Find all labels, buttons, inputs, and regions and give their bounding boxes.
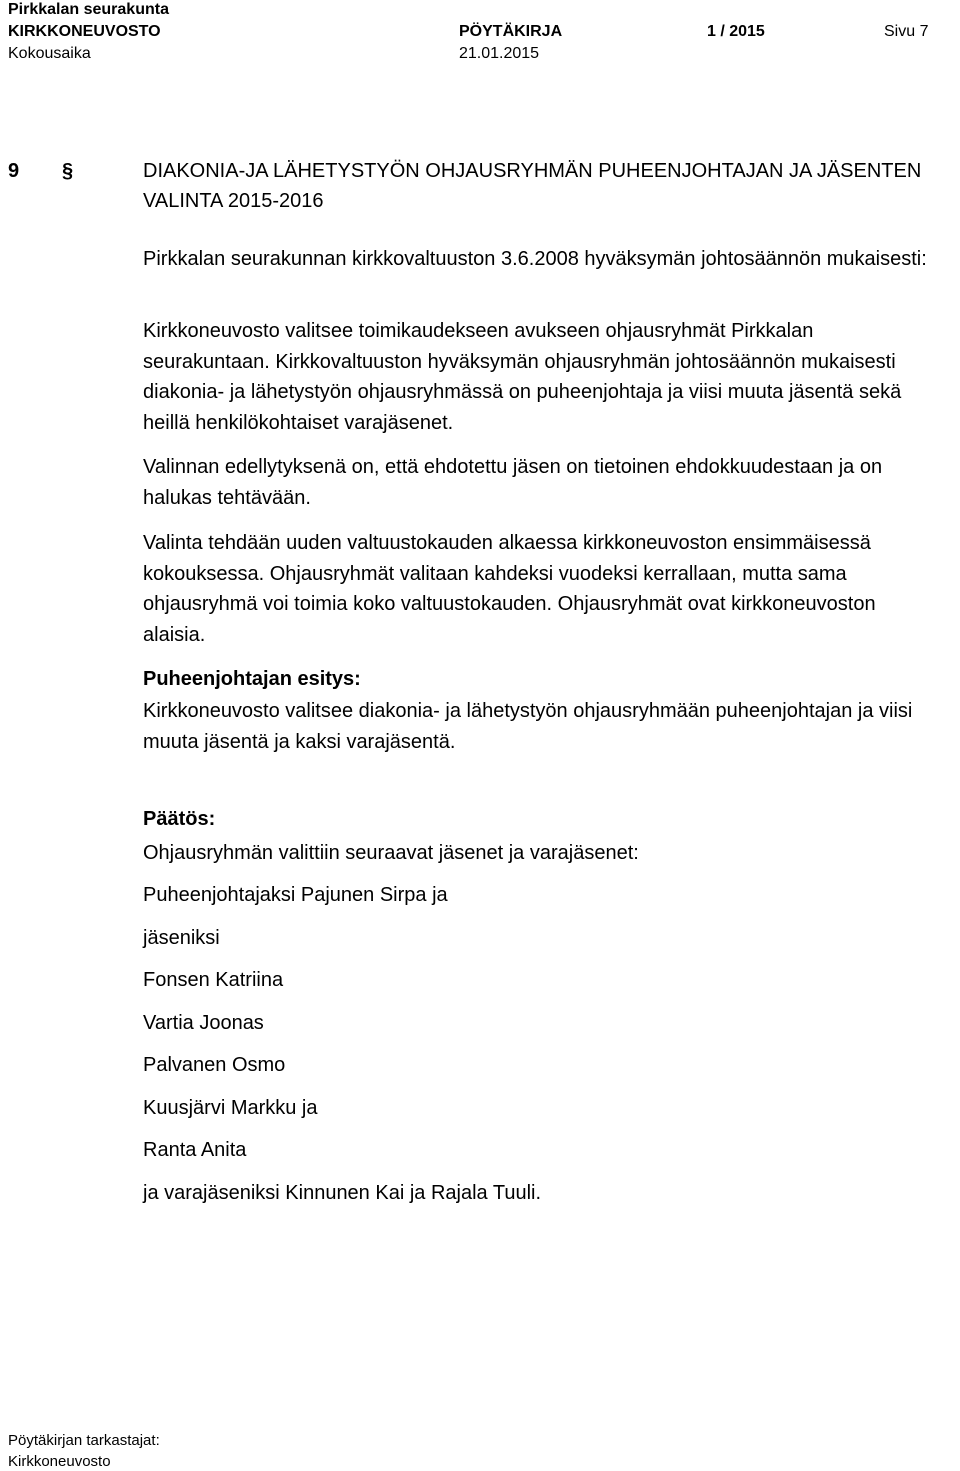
document-type: PÖYTÄKIRJA <box>459 23 563 40</box>
decision-member: Ranta Anita <box>143 1139 247 1161</box>
decision-member: Palvanen Osmo <box>143 1054 286 1076</box>
decision-chair: Puheenjohtajaksi Pajunen Sirpa ja <box>143 884 448 906</box>
decision-member: Vartia Joonas <box>143 1012 264 1034</box>
meeting-time-label: Kokousaika <box>8 45 91 62</box>
proposal-text: Kirkkoneuvosto valitsee diakonia- ja lähetystyön ohjausryhmään puheenjohtajan ja viisi muuta jäsentä ja kaksi varajäsentä. <box>143 700 913 753</box>
meeting-date: 21.01.2015 <box>459 45 540 62</box>
parish-name: Pirkkalan seurakunta <box>8 1 169 18</box>
document-number: 1 / 2015 <box>707 23 765 40</box>
decision-member: Kuusjärvi Markku ja <box>143 1097 318 1119</box>
decision-member: Fonsen Katriina <box>143 969 284 991</box>
proposal-heading: Puheenjohtajan esitys: <box>143 668 361 690</box>
section-number: 9 <box>8 160 20 182</box>
paragraph-timing: Valinta tehdään uuden valtuustokauden alkaessa kirkkoneuvoston ensimmäisessä kokouksessa. Ohjausryhmät valitaan kahdeksi vuodeksi kerrallaan, mutta sama ohjausryhmä voi toimia koko valtuustokauden. Ohjausryhmät ovat kirkkoneuvoston alaisia. <box>143 532 876 646</box>
section-title: DIAKONIA-JA LÄHETYSTYÖN OHJAUSRYHMÄN PUHEENJOHTAJAN JA JÄSENTEN VALINTA 2015-2016 <box>143 160 922 212</box>
footer-reviewers-label: Pöytäkirjan tarkastajat: <box>8 1432 160 1449</box>
paragraph-prerequisite: Valinnan edellytyksenä on, että ehdotettu jäsen on tietoinen ehdokkuudestaan ja on halukas tehtävään. <box>143 456 883 509</box>
decision-heading: Päätös: <box>143 808 216 830</box>
paragraph-bylaw: Pirkkalan seurakunnan kirkkovaltuuston 3.6.2008 hyväksymän johtosäännön mukaisesti: <box>143 248 927 270</box>
section-symbol: § <box>62 160 74 182</box>
footer-body: Kirkkoneuvosto <box>8 1453 111 1470</box>
decision-members-label: jäseniksi <box>143 927 220 949</box>
decision-deputies: ja varajäseniksi Kinnunen Kai ja Rajala Tuuli. <box>143 1182 542 1204</box>
body-name: KIRKKONEUVOSTO <box>8 23 161 40</box>
decision-intro: Ohjausryhmän valittiin seuraavat jäsenet ja varajäsenet: <box>143 842 639 864</box>
page-number: Sivu 7 <box>884 23 929 40</box>
paragraph-selection: Kirkkoneuvosto valitsee toimikaudekseen avukseen ohjausryhmät Pirkkalan seurakuntaan. Kirkkovaltuuston hyväksymän ohjausryhmän johtosäännön mukaisesti diakonia- ja lähetystyön ohjausryhmässä on puheenjohtaja ja viisi muuta jäsentä sekä heillä henkilökohtaiset varajäsenet. <box>143 320 902 434</box>
